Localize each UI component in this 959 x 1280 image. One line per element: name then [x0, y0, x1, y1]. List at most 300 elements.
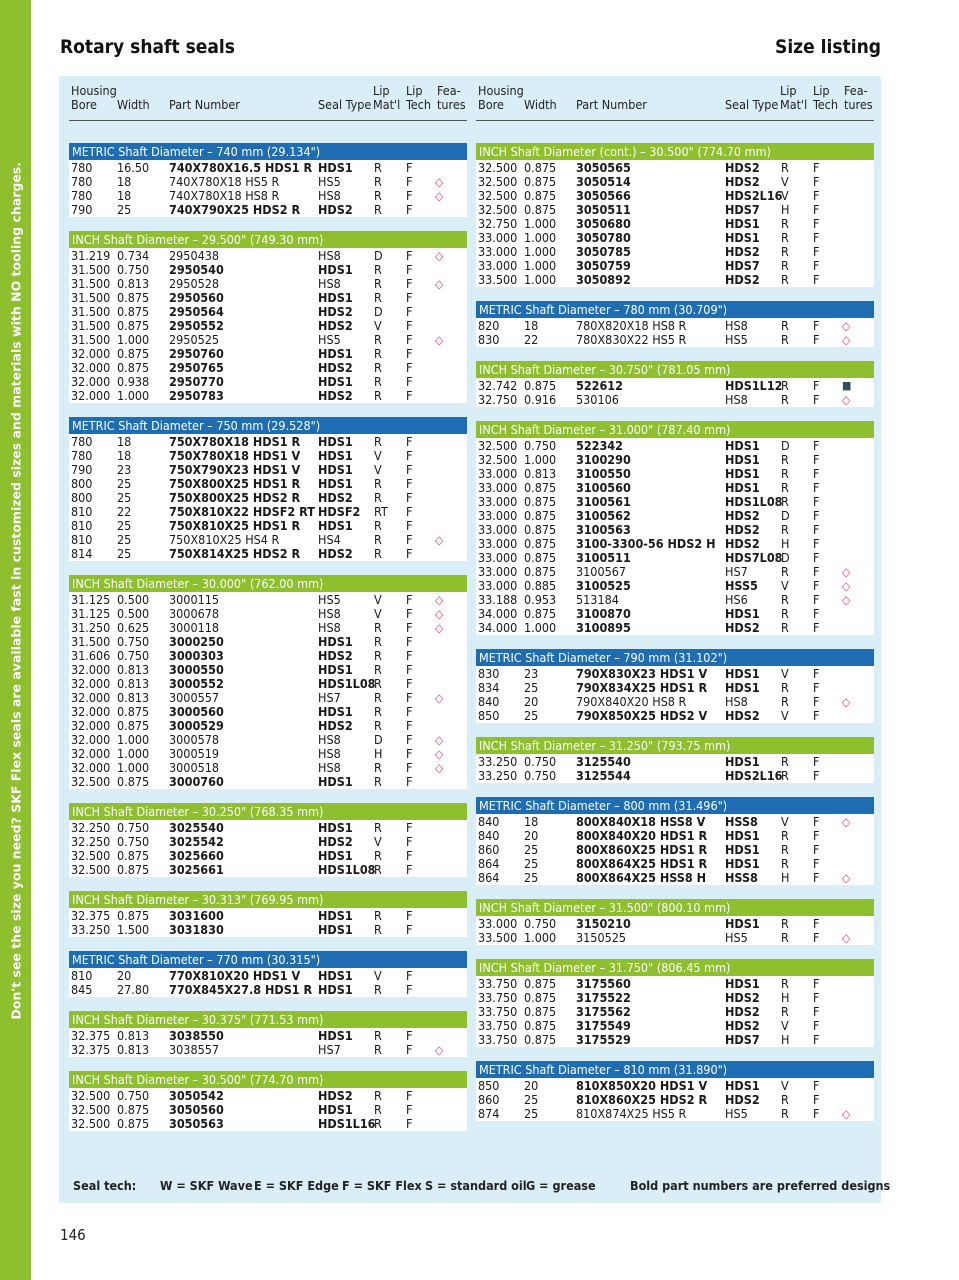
diamond-icon: ◇: [435, 249, 444, 263]
seal-type: HS8: [318, 276, 341, 291]
part-number: 3100895: [576, 620, 631, 635]
part-number: 530106: [576, 392, 619, 407]
lip-tech: F: [813, 606, 820, 621]
lip-tech: F: [813, 708, 820, 723]
seal-type: HDS1: [318, 1102, 353, 1117]
part-number: 3000557: [169, 690, 220, 705]
part-number: 800X860X25 HDS1 R: [576, 842, 708, 857]
table-row: [69, 621, 467, 635]
part-number: 3100567: [576, 564, 627, 579]
part-number: 3125544: [576, 768, 631, 783]
seal-type: HDS1: [318, 448, 353, 463]
width: 0.875: [524, 202, 557, 217]
part-number: 3025542: [169, 834, 224, 849]
lip-tech: F: [406, 982, 413, 997]
seal-type: HDSF2: [318, 504, 361, 519]
part-number: 3175529: [576, 1032, 631, 1047]
table-row: [69, 277, 467, 291]
lip-tech: F: [813, 592, 820, 607]
seal-type: HS7: [318, 690, 341, 705]
seal-type: HDS2: [725, 1018, 760, 1033]
width: 25: [524, 708, 539, 723]
lip-material: V: [374, 448, 382, 463]
lip-material: R: [374, 1028, 382, 1043]
part-number: 522612: [576, 378, 623, 393]
size-section: [476, 421, 874, 635]
table-row: [476, 829, 874, 843]
lip-material: R: [374, 188, 382, 203]
part-number: 750X814X25 HDS2 R: [169, 546, 301, 561]
part-number: 3050680: [576, 216, 631, 231]
housing-bore: 33.500: [478, 272, 518, 287]
header-fea: Fea-: [437, 83, 461, 98]
part-number: 3000118: [169, 620, 220, 635]
width: 0.813: [117, 690, 150, 705]
part-number: 3050785: [576, 244, 631, 259]
lip-material: R: [781, 856, 789, 871]
width: 0.875: [524, 1032, 557, 1047]
width: 18: [117, 174, 132, 189]
lip-tech: F: [406, 922, 413, 937]
lip-tech: F: [406, 518, 413, 533]
lip-material: V: [374, 462, 382, 477]
lip-tech: F: [813, 1078, 820, 1093]
housing-bore: 32.000: [71, 732, 111, 747]
width: 0.875: [117, 1102, 150, 1117]
lip-material: H: [781, 990, 790, 1005]
lip-material: R: [374, 476, 382, 491]
width: 0.875: [524, 550, 557, 565]
housing-bore: 32.500: [71, 1088, 111, 1103]
size-section: [69, 951, 467, 997]
seal-type: HDS2: [318, 834, 353, 849]
page-title: Rotary shaft seals: [60, 36, 235, 58]
seal-type: HDS1: [725, 606, 760, 621]
section-title: METRIC Shaft Diameter – 780 mm (30.709"): [476, 301, 874, 319]
part-number: 750X780X18 HDS1 R: [169, 434, 301, 449]
diamond-icon: ◇: [435, 533, 444, 547]
seal-type: HDS2L16: [725, 768, 783, 783]
table-row: [69, 1089, 467, 1103]
housing-bore: 32.500: [478, 160, 518, 175]
seal-type: HDS1: [318, 374, 353, 389]
table-row: [476, 621, 874, 635]
width: 0.750: [524, 916, 557, 931]
table-row: [476, 1107, 874, 1121]
part-number: 3000250: [169, 634, 224, 649]
table-row: [69, 691, 467, 705]
housing-bore: 31.500: [71, 304, 111, 319]
lip-material: R: [781, 216, 789, 231]
lip-tech: F: [813, 620, 820, 635]
lip-tech: F: [813, 990, 820, 1005]
lip-material: D: [781, 508, 790, 523]
lip-tech: F: [406, 346, 413, 361]
width: 0.875: [524, 606, 557, 621]
width: 1.000: [524, 216, 557, 231]
table-row: [476, 843, 874, 857]
seal-type: HDS1: [725, 856, 760, 871]
part-number: 3000560: [169, 704, 224, 719]
housing-bore: 790: [71, 202, 93, 217]
lip-tech: F: [813, 452, 820, 467]
seal-type: HDS1: [318, 982, 353, 997]
table-row: [476, 1093, 874, 1107]
diamond-icon: ◇: [435, 593, 444, 607]
lip-tech: F: [813, 522, 820, 537]
table-row: [69, 175, 467, 189]
lip-material: R: [781, 976, 789, 991]
lip-tech: F: [406, 448, 413, 463]
seal-type: HDS1: [318, 634, 353, 649]
housing-bore: 780: [71, 434, 93, 449]
seal-type: HDS1: [318, 290, 353, 305]
width: 1.000: [524, 258, 557, 273]
table-row: [69, 775, 467, 789]
table-row: [476, 1079, 874, 1093]
lip-material: R: [374, 160, 382, 175]
size-section: [476, 361, 874, 407]
lip-material: R: [781, 620, 789, 635]
part-number: 3050892: [576, 272, 631, 287]
lip-material: R: [374, 820, 382, 835]
lip-tech: F: [406, 704, 413, 719]
housing-bore: 32.375: [71, 908, 111, 923]
seal-type: HS8: [725, 318, 748, 333]
width: 0.875: [524, 188, 557, 203]
lip-tech: F: [406, 304, 413, 319]
seal-type: HDS1: [725, 480, 760, 495]
part-number: 3031600: [169, 908, 224, 923]
width: 0.875: [117, 1116, 150, 1131]
table-row: [69, 821, 467, 835]
table-row: [476, 709, 874, 723]
lip-material: R: [781, 564, 789, 579]
seal-type: HSS8: [725, 814, 758, 829]
part-number: 3100563: [576, 522, 631, 537]
width: 0.875: [117, 346, 150, 361]
table-row: [69, 607, 467, 621]
lip-material: R: [781, 332, 789, 347]
seal-type: HDS1: [318, 820, 353, 835]
table-row: [69, 747, 467, 761]
housing-bore: 33.250: [478, 768, 518, 783]
housing-bore: 32.000: [71, 718, 111, 733]
table-row: [69, 983, 467, 997]
lip-material: R: [374, 648, 382, 663]
width: 18: [117, 448, 132, 463]
housing-bore: 33.000: [478, 916, 518, 931]
seal-type: HS6: [725, 592, 748, 607]
width: 0.875: [524, 522, 557, 537]
part-number: 790X834X25 HDS1 R: [576, 680, 708, 695]
table-row: [476, 203, 874, 217]
width: 1.000: [117, 332, 150, 347]
part-number: 3050565: [576, 160, 631, 175]
housing-bore: 32.000: [71, 374, 111, 389]
lip-tech: F: [406, 662, 413, 677]
lip-material: V: [374, 318, 382, 333]
lip-material: V: [374, 592, 382, 607]
seal-type: HS5: [725, 930, 748, 945]
width: 0.750: [117, 834, 150, 849]
lip-tech: F: [406, 248, 413, 263]
housing-bore: 32.000: [71, 676, 111, 691]
width: 0.875: [117, 774, 150, 789]
lip-material: V: [374, 968, 382, 983]
lip-material: D: [374, 304, 383, 319]
header-lip-material: Mat'l: [373, 97, 401, 112]
lip-material: R: [374, 760, 382, 775]
width: 0.875: [524, 378, 557, 393]
table-row: [69, 635, 467, 649]
table-row: [69, 491, 467, 505]
lip-tech: F: [813, 828, 820, 843]
table-row: [476, 453, 874, 467]
lip-material: R: [374, 262, 382, 277]
lip-tech: F: [406, 262, 413, 277]
lip-material: V: [781, 174, 789, 189]
part-number: 800X864X25 HSS8 H: [576, 870, 707, 885]
section-title: METRIC Shaft Diameter – 750 mm (29.528"): [69, 417, 467, 435]
lip-tech: F: [406, 276, 413, 291]
size-section: [69, 575, 467, 789]
lip-tech: F: [813, 466, 820, 481]
seal-type: HDS1: [318, 518, 353, 533]
width: 0.875: [524, 564, 557, 579]
section-title: INCH Shaft Diameter – 30.313" (769.95 mm): [69, 891, 467, 909]
width: 20: [117, 968, 132, 983]
lip-tech: F: [813, 332, 820, 347]
lip-tech: F: [406, 388, 413, 403]
housing-bore: 790: [71, 462, 93, 477]
seal-type: HDS1: [725, 842, 760, 857]
table-row: [476, 537, 874, 551]
part-number: 3000518: [169, 760, 220, 775]
part-number: 3050542: [169, 1088, 224, 1103]
housing-bore: 810: [71, 532, 93, 547]
legend-standard-oil: S = standard oil: [425, 1178, 527, 1193]
size-section: [69, 417, 467, 561]
width: 1.000: [524, 244, 557, 259]
table-row: [476, 681, 874, 695]
part-number: 770X810X20 HDS1 V: [169, 968, 301, 983]
lip-tech: F: [813, 842, 820, 857]
diamond-icon: ◇: [842, 393, 851, 407]
seal-type: HDS2: [318, 304, 353, 319]
lip-tech: F: [813, 976, 820, 991]
housing-bore: 800: [71, 490, 93, 505]
seal-type: HDS1: [318, 774, 353, 789]
header-fea: Fea-: [844, 83, 868, 98]
housing-bore: 33.000: [478, 244, 518, 259]
table-row: [476, 857, 874, 871]
part-number: 3000115: [169, 592, 220, 607]
seal-type: HDS2: [725, 536, 760, 551]
width: 0.500: [117, 592, 150, 607]
column-header: [476, 76, 874, 118]
lip-material: R: [781, 480, 789, 495]
table-row: [476, 871, 874, 885]
table-row: [69, 677, 467, 691]
lip-material: R: [374, 922, 382, 937]
width: 0.750: [117, 262, 150, 277]
housing-bore: 780: [71, 160, 93, 175]
lip-material: R: [781, 1106, 789, 1121]
lip-material: R: [374, 202, 382, 217]
width: 0.885: [524, 578, 557, 593]
table-row: [476, 273, 874, 287]
section-title: INCH Shaft Diameter – 30.500" (774.70 mm): [69, 1071, 467, 1089]
part-number: 3025661: [169, 862, 224, 877]
lip-material: D: [374, 248, 383, 263]
size-section: [69, 143, 467, 217]
housing-bore: 860: [478, 1092, 500, 1107]
width: 25: [117, 490, 132, 505]
seal-type: HDS1: [318, 968, 353, 983]
housing-bore: 864: [478, 856, 500, 871]
width: 0.750: [524, 438, 557, 453]
width: 0.953: [524, 592, 557, 607]
lip-tech: F: [406, 968, 413, 983]
housing-bore: 33.250: [71, 922, 111, 937]
lip-material: R: [374, 518, 382, 533]
seal-type: HDS7: [725, 1032, 760, 1047]
housing-bore: 33.750: [478, 1018, 518, 1033]
part-number: 800X840X20 HDS1 R: [576, 828, 708, 843]
width: 0.875: [117, 704, 150, 719]
seal-type: HS8: [318, 606, 341, 621]
diamond-icon: ◇: [842, 1107, 851, 1121]
seal-type: HS4: [318, 532, 341, 547]
lip-tech: F: [406, 434, 413, 449]
housing-bore: 32.500: [478, 188, 518, 203]
header-seal-type: Seal Type: [318, 97, 372, 112]
diamond-icon: ◇: [842, 815, 851, 829]
lip-material: R: [781, 916, 789, 931]
lip-material: RT: [374, 504, 388, 519]
lip-tech: F: [813, 916, 820, 931]
lip-tech: F: [406, 606, 413, 621]
width: 0.875: [524, 1004, 557, 1019]
lip-material: R: [374, 848, 382, 863]
table-row: [476, 175, 874, 189]
width: 25: [524, 842, 539, 857]
part-number: 810X850X20 HDS1 V: [576, 1078, 708, 1093]
seal-type: HS8: [318, 732, 341, 747]
lip-tech: F: [813, 1018, 820, 1033]
part-number: 3150525: [576, 930, 627, 945]
housing-bore: 32.000: [71, 388, 111, 403]
width: 25: [117, 476, 132, 491]
lip-material: R: [374, 690, 382, 705]
housing-bore: 33.000: [478, 564, 518, 579]
housing-bore: 33.250: [478, 754, 518, 769]
seal-type: HDS1: [725, 452, 760, 467]
seal-type: HS8: [318, 760, 341, 775]
table-row: [476, 333, 874, 347]
part-number: 750X800X25 HDS1 R: [169, 476, 301, 491]
housing-bore: 33.000: [478, 522, 518, 537]
width: 1.000: [117, 746, 150, 761]
housing-bore: 810: [71, 968, 93, 983]
table-row: [69, 203, 467, 217]
lip-tech: F: [406, 202, 413, 217]
part-number: 780X830X22 HS5 R: [576, 332, 687, 347]
lip-material: V: [781, 1078, 789, 1093]
header-part-number: Part Number: [576, 97, 647, 112]
width: 25: [524, 856, 539, 871]
diamond-icon: ◇: [842, 565, 851, 579]
seal-type: HDS7L08: [725, 550, 783, 565]
seal-type: HDS1: [318, 462, 353, 477]
lip-tech: F: [813, 508, 820, 523]
width: 23: [117, 462, 132, 477]
width: 16.50: [117, 160, 150, 175]
table-row: [69, 333, 467, 347]
part-number: 3000678: [169, 606, 220, 621]
part-number: 750X790X23 HDS1 V: [169, 462, 301, 477]
size-section: [476, 899, 874, 945]
lip-tech: F: [813, 202, 820, 217]
seal-type: HDS2: [318, 718, 353, 733]
table-row: [69, 733, 467, 747]
width: 1.000: [117, 388, 150, 403]
table-row: [476, 695, 874, 709]
width: 1.000: [524, 272, 557, 287]
header-features: tures: [844, 97, 873, 112]
housing-bore: 33.750: [478, 1004, 518, 1019]
width: 22: [524, 332, 539, 347]
legend-edge: E = SKF Edge: [254, 1178, 339, 1193]
lip-tech: F: [406, 760, 413, 775]
lip-tech: F: [406, 820, 413, 835]
seal-type: HDS2: [725, 1004, 760, 1019]
housing-bore: 32.500: [478, 202, 518, 217]
lip-tech: F: [406, 374, 413, 389]
section-title: METRIC Shaft Diameter – 770 mm (30.315"): [69, 951, 467, 969]
lip-material: R: [374, 620, 382, 635]
table-row: [476, 217, 874, 231]
lip-material: V: [781, 188, 789, 203]
housing-bore: 32.000: [71, 704, 111, 719]
part-number: 3100870: [576, 606, 631, 621]
table-row: [69, 263, 467, 277]
housing-bore: 820: [478, 318, 500, 333]
page-section-title: Size listing: [775, 36, 881, 58]
header-housing: Housing: [71, 83, 117, 98]
lip-tech: F: [406, 862, 413, 877]
width: 25: [524, 1106, 539, 1121]
part-number: 3050566: [576, 188, 631, 203]
part-number: 740X780X18 HS8 R: [169, 188, 280, 203]
part-number: 750X810X25 HDS1 R: [169, 518, 301, 533]
diamond-icon: ◇: [435, 733, 444, 747]
table-row: [476, 977, 874, 991]
seal-type: HDS2: [318, 490, 353, 505]
table-row: [69, 849, 467, 863]
seal-type: HDS2: [318, 318, 353, 333]
seal-type: HDS1: [725, 216, 760, 231]
lip-material: R: [374, 982, 382, 997]
size-section: [476, 301, 874, 347]
housing-bore: 32.375: [71, 1028, 111, 1043]
housing-bore: 32.250: [71, 820, 111, 835]
seal-type: HS8: [318, 746, 341, 761]
lip-tech: F: [813, 392, 820, 407]
table-row: [476, 1019, 874, 1033]
housing-bore: 34.000: [478, 620, 518, 635]
